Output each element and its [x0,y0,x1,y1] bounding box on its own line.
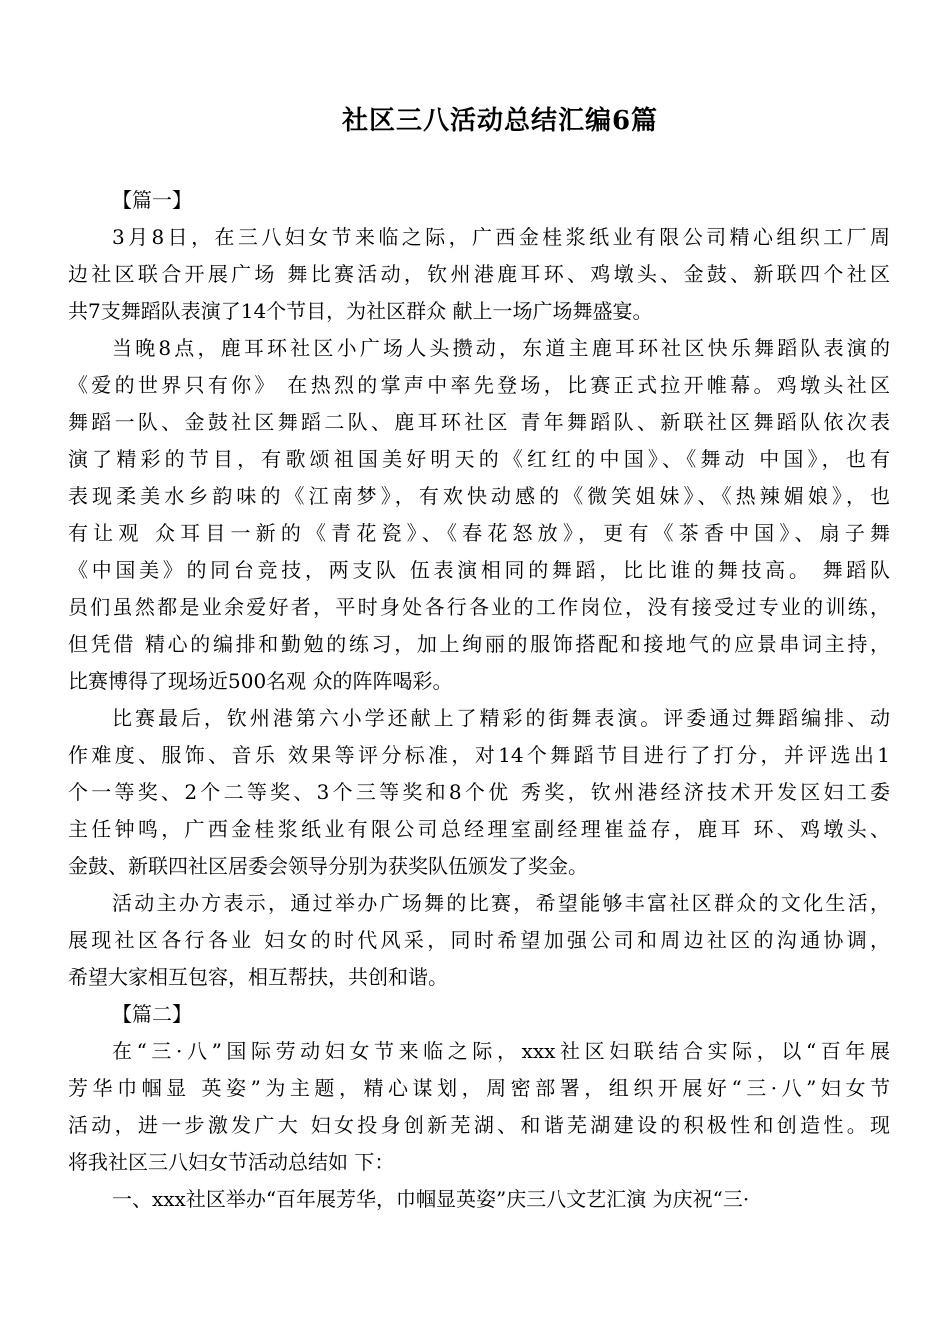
text-line: 演了精彩的节目，有歌颂祖国美好明天的《红红的中国》、《舞动 中国》，也有 [68,447,890,471]
paragraph [68,700,890,885]
text-line: 表现柔美水乡韵味的《江南梦》，有欢快动感的《微笑姐妹》、《热辣媚娘》，也 [68,484,890,508]
text-line: 边社区联合开展广场 舞比赛活动，钦州港鹿耳环、鸡墩头、金鼓、新联四个社区 [68,262,890,286]
text-line: 作难度、服饰、音乐 效果等评分标准，对14个舞蹈节目进行了打分，并评选出1 [68,743,890,767]
section-heading: 【篇一】 [112,188,192,212]
text-line: 共7支舞蹈队表演了14个节目，为社区群众 献上一场广场舞盛宴。 [68,299,653,323]
text-line: 金鼓、新联四社区居委会领导分别为获奖队伍颁发了奖金。 [68,854,588,878]
document-title: 社区三八活动总结汇编6篇 [341,106,659,136]
text-line: 展现社区各行各业 妇女的时代风采，同时希望加强公司和周边社区的沟通协调， [68,928,890,952]
paragraph [68,219,890,330]
paragraph [68,1181,890,1218]
text-line: 《中国美》的同台竞技，两支队 伍表演相同的舞蹈，比比谁的舞技高。 舞蹈队 [68,558,890,582]
text-line: 活动主办方表示，通过举办广场舞的比赛，希望能够丰富社区群众的文化生活， [112,891,890,915]
text-line: 员们虽然都是业余爱好者，平时身处各行各业的工作岗位，没有接受过专业的训练， [68,595,890,619]
text-line: 舞蹈一队、金鼓社区舞蹈二队、鹿耳环社区 青年舞蹈队、新联社区舞蹈队依次表 [68,410,890,434]
text-line: 活动，进一步激发广大 妇女投身创新芜湖、和谐芜湖建设的积极性和创造性。现 [68,1113,890,1137]
text-line: 个一等奖、2个二等奖、3个三等奖和8个优 秀奖，钦州港经济技术开发区妇工委 [68,780,890,804]
section-heading: 【篇二】 [112,1002,192,1026]
paragraph [68,1033,890,1181]
paragraph [68,330,890,700]
text-line: 一、xxx社区举办“百年展芳华，巾帼显英姿”庆三八文艺汇演 为庆祝“三· [112,1187,750,1211]
text-line: 比赛博得了现场近500名观 众的阵阵喝彩。 [68,669,453,693]
text-line: 有让观 众耳目一新的《青花瓷》、《春花怒放》，更有《茶香中国》、扇子舞 [68,521,890,545]
paragraph [68,885,890,996]
text-line: 在“三·八”国际劳动妇女节来临之际，xxx社区妇联结合实际，以“百年展 [112,1039,890,1063]
document-body [68,182,890,1218]
text-line: 《爱的世界只有你》 在热烈的掌声中率先登场，比赛正式拉开帷幕。鸡墩头社区 [68,373,890,397]
text-line: 比赛最后，钦州港第六小学还献上了精彩的街舞表演。评委通过舞蹈编排、动 [112,706,890,730]
text-line: 主任钟鸣，广西金桂浆纸业有限公司总经理室副经理崔益存，鹿耳 环、鸡墩头、 [68,817,890,841]
text-line: 将我社区三八妇女节活动总结如 下： [68,1150,395,1174]
text-line: 希望大家相互包容，相互帮扶，共创和谐。 [68,965,448,989]
text-line: 芳华巾帼显 英姿”为主题，精心谋划，周密部署，组织开展好“三·八”妇女节 [68,1076,890,1100]
text-line: 但凭借 精心的编排和勤勉的练习，加上绚丽的服饰搭配和接地气的应景串词主持， [68,632,890,656]
text-line: 3月8日，在三八妇女节来临之际，广西金桂浆纸业有限公司精心组织工厂周 [112,225,890,249]
text-line: 当晚8点，鹿耳环社区小广场人头攒动，东道主鹿耳环社区快乐舞蹈队表演的 [112,336,890,360]
